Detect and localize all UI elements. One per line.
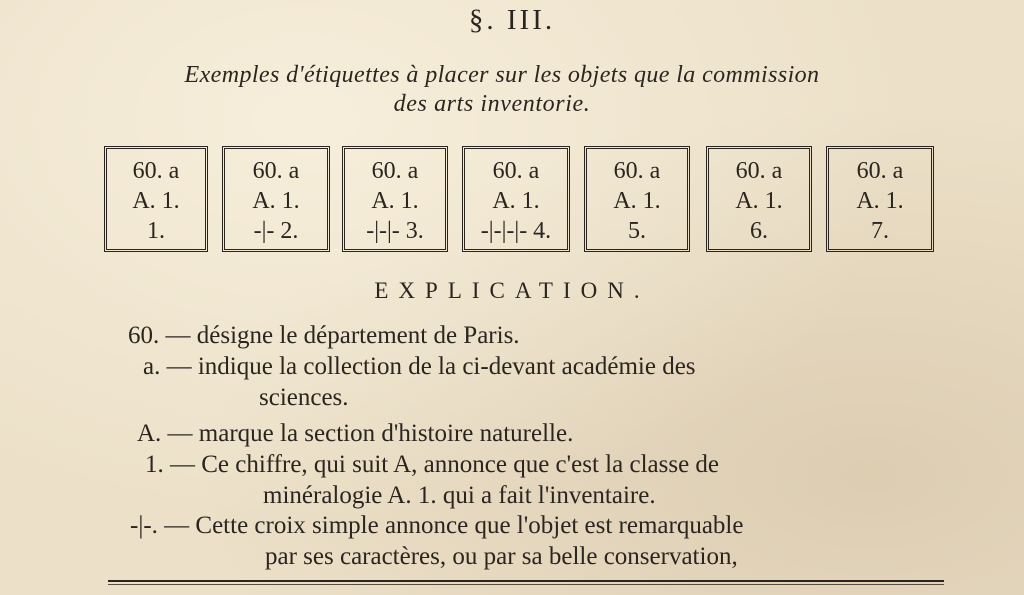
label-7-department: 60. a bbox=[856, 158, 904, 184]
explanation-line-2: a. — indique la collection de la ci-devant académie des bbox=[143, 353, 696, 380]
label-3-number: -|-|- 3. bbox=[366, 218, 424, 244]
explanation-line-5: 1. — Ce chiffre, qui suit A, annonce que c'est la classe de bbox=[145, 451, 720, 478]
explication-title: EXPLICATION. bbox=[374, 278, 650, 303]
label-7-section: A. 1. bbox=[856, 188, 904, 214]
label-6-number: 6. bbox=[750, 218, 768, 244]
explanation-line-3: sciences. bbox=[259, 384, 349, 411]
explanation-line-4: A. — marque la section d'histoire naturelle. bbox=[137, 420, 574, 447]
label-example-6 bbox=[706, 146, 812, 252]
label-2-number: -|- 2. bbox=[253, 218, 299, 244]
label-6-section: A. 1. bbox=[735, 188, 783, 214]
label-2-section: A. 1. bbox=[252, 188, 300, 214]
bottom-rule-thin bbox=[108, 584, 944, 585]
label-6-department: 60. a bbox=[735, 158, 783, 184]
label-3-department: 60. a bbox=[371, 158, 419, 184]
label-4-number: -|-|-|- 4. bbox=[480, 218, 552, 244]
label-4-department: 60. a bbox=[492, 158, 540, 184]
label-example-4 bbox=[462, 146, 570, 252]
label-7-number: 7. bbox=[871, 218, 889, 244]
explanation-line-6: minéralogie A. 1. qui a fait l'inventaire. bbox=[263, 482, 656, 509]
heading-line-1: Exemples d'étiquettes à placer sur les objets que la commission bbox=[184, 62, 820, 88]
section-mark: §. III. bbox=[468, 4, 556, 36]
label-example-3 bbox=[342, 146, 448, 252]
bottom-rule bbox=[108, 580, 944, 582]
label-examples bbox=[100, 140, 940, 260]
label-5-number: 5. bbox=[628, 218, 646, 244]
heading-line-2: des arts inventorie. bbox=[393, 91, 591, 117]
label-example-1 bbox=[104, 146, 208, 252]
explanation-line-7: -|-. — Cette croix simple annonce que l'objet est remarquable bbox=[130, 512, 744, 539]
explanation-line-8: par ses caractères, ou par sa belle conservation, bbox=[265, 543, 738, 570]
label-3-section: A. 1. bbox=[371, 188, 419, 214]
label-4-section: A. 1. bbox=[492, 188, 540, 214]
label-5-section: A. 1. bbox=[613, 188, 661, 214]
label-example-5 bbox=[584, 146, 690, 252]
label-1-department: 60. a bbox=[132, 158, 180, 184]
label-example-7 bbox=[826, 146, 934, 252]
label-5-department: 60. a bbox=[613, 158, 661, 184]
label-2-department: 60. a bbox=[252, 158, 300, 184]
label-1-section: A. 1. bbox=[132, 188, 180, 214]
explanation-line-1: 60. — désigne le département de Paris. bbox=[128, 322, 520, 349]
label-1-number: 1. bbox=[147, 218, 165, 244]
label-example-2 bbox=[222, 146, 330, 252]
